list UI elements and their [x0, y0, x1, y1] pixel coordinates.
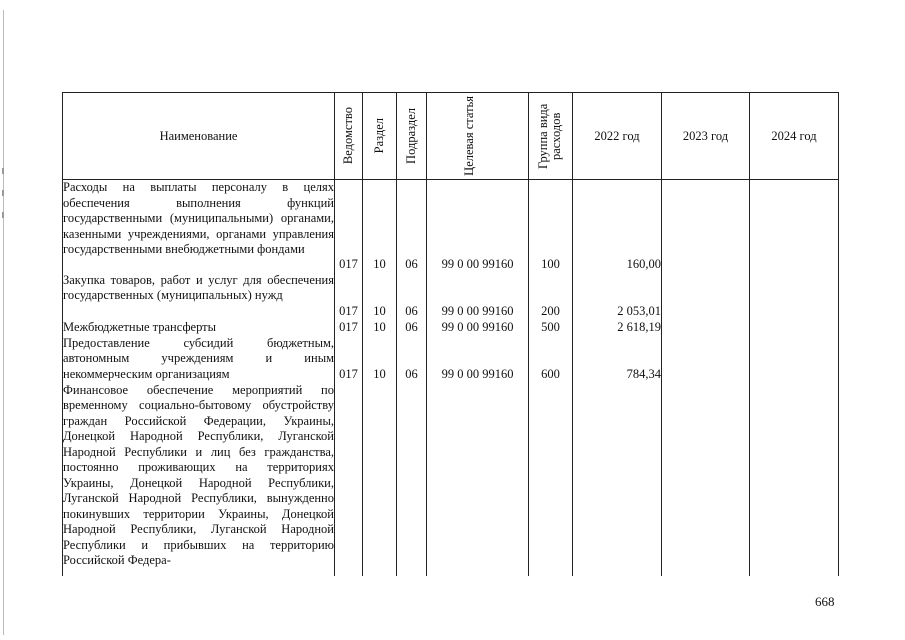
cell-razdel: 10 [363, 320, 397, 336]
cell-celevaya [427, 383, 529, 576]
table-row [63, 180, 839, 273]
header-year-2023: 2023 год [662, 93, 750, 180]
cell-y2024 [750, 273, 839, 320]
header-podrazdel: Подраздел [397, 93, 427, 180]
header-year-2024: 2024 год [750, 93, 839, 180]
cell-gruppa [529, 383, 573, 576]
cell-gruppa: 600 [529, 336, 573, 383]
row-name: Межбюджетные трансферты [63, 320, 335, 336]
header-vedomstvo: Ведомство [335, 93, 363, 180]
cell-y2024 [750, 336, 839, 383]
cell-razdel: 10 [363, 336, 397, 383]
cell-y2022: 2 618,19 [573, 320, 662, 336]
row-name: Финансовое обеспечение мероприятий по временному социально-бытовому обустройству граждан Российской Федерации, Украины, Донецкой Народной Республики, Луганской Народной Республики и лиц без гражданства, постоянно проживающих на территориях Украины, Донецкой Народной Республики, Луганской Народной Республики, вынужденно покинувших территории Украины, Донецкой Народной Республики, Луганской Народной Республики и прибывших на территорию Российской Федера- [63, 383, 335, 576]
cell-y2023 [662, 383, 750, 576]
cell-celevaya: 99 0 00 99160 [427, 320, 529, 336]
cell-podrazdel [397, 383, 427, 576]
cell-y2023 [662, 180, 750, 273]
cell-y2022 [573, 383, 662, 576]
row-name: Предоставление субсидий бюджетным, автономным учреждениям и иным некоммерческим организациям [63, 335, 334, 381]
cell-podrazdel: 06 [397, 273, 427, 320]
cell-ved: 017 [335, 180, 363, 273]
cell-gruppa: 100 [529, 180, 573, 273]
table-row [63, 273, 839, 320]
cell-razdel: 10 [363, 273, 397, 320]
cell-ved [335, 383, 363, 576]
cell-y2022: 2 053,01 [573, 273, 662, 320]
header-gruppa-vida-rashodov: Группа вида расходов [529, 93, 573, 180]
cell-y2024 [750, 383, 839, 576]
page-number: 668 [815, 594, 835, 609]
header-year-2022: 2022 год [573, 93, 662, 180]
table-header-row [63, 93, 839, 180]
cell-podrazdel: 06 [397, 336, 427, 383]
scan-margin-mark [2, 168, 4, 174]
cell-y2023 [662, 336, 750, 383]
row-name: Закупка товаров, работ и услуг для обеспечения государственных (муниципальных) нужд [63, 273, 335, 320]
table-row [63, 383, 839, 576]
scan-margin-mark [2, 212, 4, 218]
cell-ved: 017 [335, 336, 363, 383]
cell-y2023 [662, 273, 750, 320]
cell-razdel [363, 383, 397, 576]
budget-table [62, 92, 839, 576]
scan-margin-line [3, 10, 4, 635]
cell-ved: 017 [335, 320, 363, 336]
cell-podrazdel: 06 [397, 180, 427, 273]
cell-y2024 [750, 320, 839, 336]
cell-gruppa: 200 [529, 273, 573, 320]
table-row [63, 336, 839, 383]
scan-margin-mark [2, 190, 4, 196]
cell-y2022: 784,34 [573, 336, 662, 383]
cell-celevaya: 99 0 00 99160 [427, 180, 529, 273]
table-body [63, 180, 839, 576]
cell-y2023 [662, 320, 750, 336]
header-razdel: Раздел [363, 93, 397, 180]
cell-y2024 [750, 180, 839, 273]
cell-y2022: 160,00 [573, 180, 662, 273]
cell-ved: 017 [335, 273, 363, 320]
header-celevaya-statya: Целевая статья [427, 93, 529, 180]
table-row [63, 320, 839, 336]
row-name: Расходы на выплаты персоналу в целях обеспечения выполнения функций государственными (муниципальными) органами, казенными учреждениями, органами управления государственными внебюджетными фондами [63, 180, 335, 273]
cell-podrazdel: 06 [397, 320, 427, 336]
cell-razdel: 10 [363, 180, 397, 273]
header-name: Наименование [63, 93, 335, 180]
cell-celevaya: 99 0 00 99160 [427, 336, 529, 383]
cell-gruppa: 500 [529, 320, 573, 336]
cell-celevaya: 99 0 00 99160 [427, 273, 529, 320]
